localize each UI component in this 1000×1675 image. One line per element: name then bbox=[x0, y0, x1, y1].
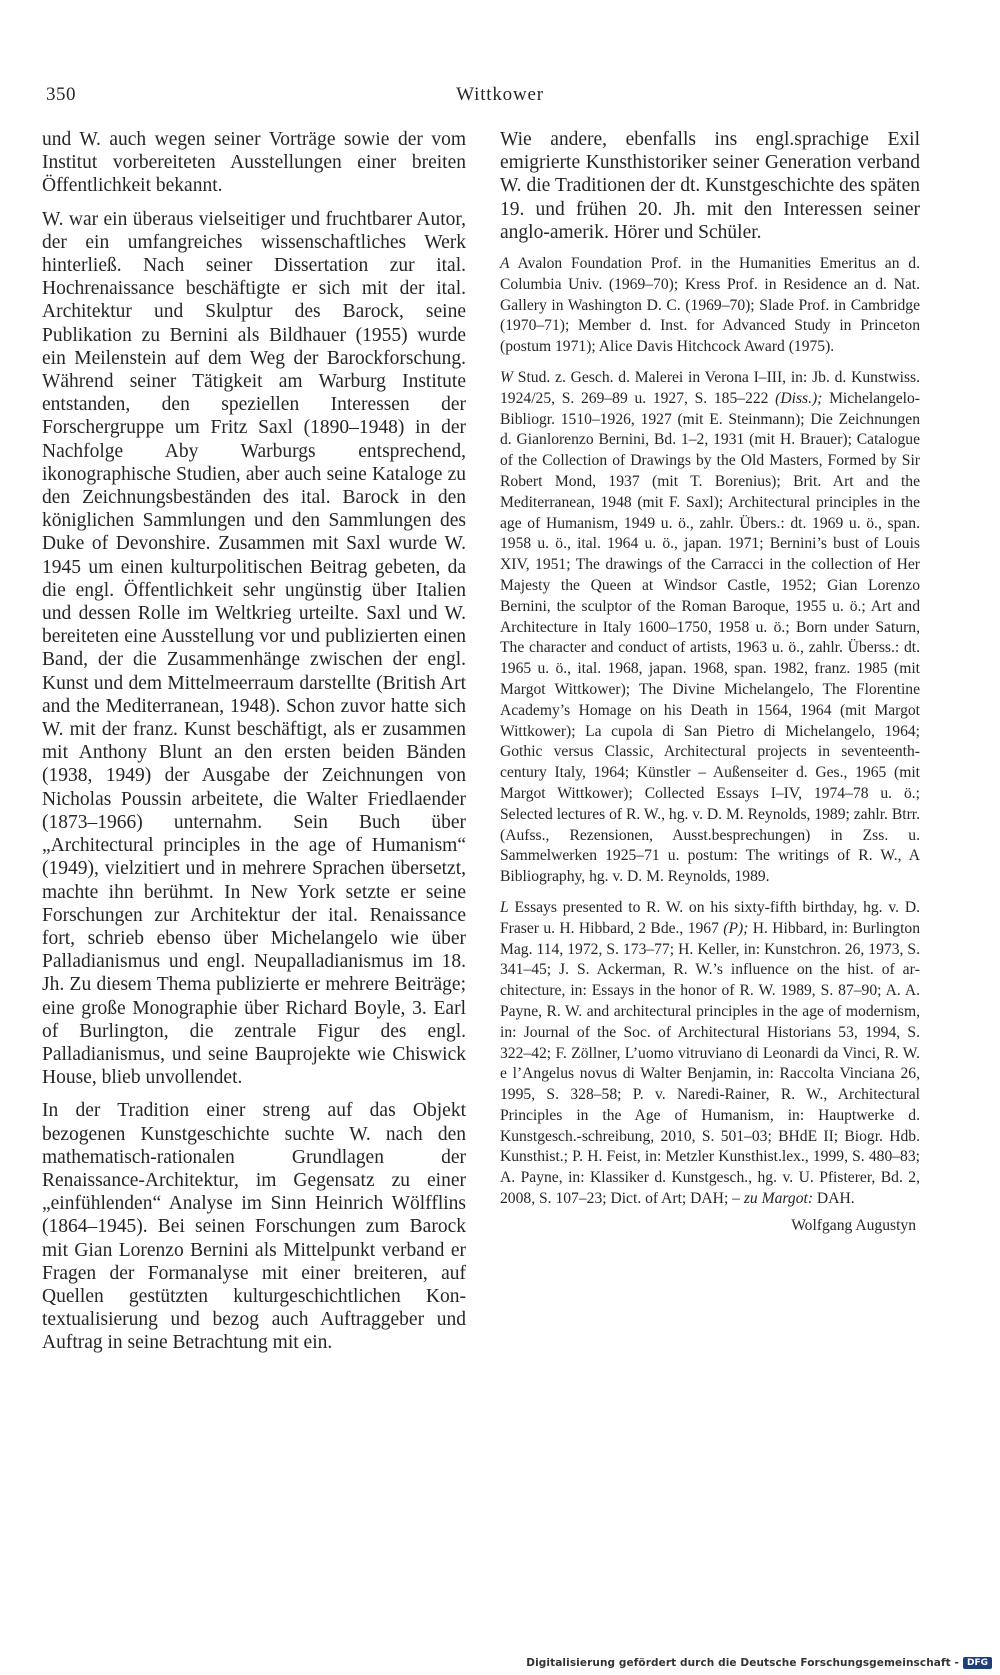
right-column bbox=[500, 128, 920, 1237]
section-italic: (Diss.); bbox=[775, 389, 823, 407]
paragraph: und W. auch wegen seiner Vorträge sowie der vom Institut vorbereiteten Ausstellungen einer breiten Öffentlichkeit bekannt. bbox=[42, 129, 466, 197]
section-text: H. Hibbard, in: Burlington Mag. 114, 1972, S. 173–77; H. Keller, in: Kunstchron. 26, 1973, S. 341–45; J. S. Ackerman, R. W.’s influence on the hist. of architecture, in: Essays in the honor of R. W. 1989, S. 87–90; A. A. Payne, R. W. and architectural principles in the age of modernism, in: Journal of the Soc. of Architectural Historians 53, 1994, S. 322–42; F. Zöllner, L’uomo vitruviano di Leonardi da Vinci, R. W. e l’Angelus novus di Walter Benjamin, in: Raccolta Vinciana 26, 1995, S. 328–58; P. v. Naredi-Rainer, R. W., Architectural Principles in the Age of Humanism, in: Hauptwerke d. Kunstgesch.-schreibung, 2010, S. 501–03; BHdE II; Biogr. Hdb. Kunsthist.; P. H. Feist, in: Metzler Kunsthist.lex., 1999, S. 480–83; A. Payne, in: Klassiker d. Kunstgesch., hg. v. U. Pfisterer, Bd. 2, 2008, S. 107–23; Dict. of Art; DAH; bbox=[500, 919, 920, 1208]
section-italic: (P); bbox=[723, 919, 749, 937]
paragraph: W. war ein überaus vielseitiger und fruchtbarer Autor, der ein umfangreiches wissenschaftliches Werk hinterließ. Nach seiner Dissertation zur ital. Hochrenaissance beschäftigte er sich mit der ital. Architektur und Skulptur des Barock, seine Publikation zu Bernini als Bildhauer (1955) wurde ein Meilenstein auf dem Weg der Barockforschung. Während seiner Tätigkeit am Warburg Institute entstanden, den speziellen Interessen der Forschergruppe um Fritz Saxl (1890–1948) in der Nachfolge Aby Warburgs entsprechend, ikonographische Studien, aber auch seine Kataloge zu den Zeichnungsbeständen des ital. Barock in den königlichen Sammlungen und den Sammlungen des Duke of Devonshire. Zusammen mit Saxl wurde W. 1945 um einen kulturpolitischen Beitrag gebeten, da die engl. Öffentlichkeit sehr ungünstig über Italien und dessen Rolle im Weltkrieg urteilte. Saxl und W. bereiteten eine Ausstellung vor und publizierten einen Band, der die Zusammenhänge zwischen der engl. Kunst und dem Mittelmeerraum darstellte (British Art and the Mediterranean, 1948). Schon zuvor hatte sich W. mit der franz. Kunst beschäftigt, als er zusammen mit Anthony Blunt an den ersten beiden Bänden (1938, 1949) der Ausgabe der Zeichnungen von Nicholas Poussin arbeitete, die Walter Friedlaender (1873–1966) unternahm. Sein Buch über „Architectural principles in the age of Humanism“ (1949), vielzitiert und in mehrere Sprachen übersetzt, machte ihn berühmt. In New York setzte er seine Forschungen zur Architektur der ital. Renaissance fort, schrieb ebenso über Michelangelo wie über Palladianismus und engl. Neupalladianismus im 18. Jh. Zu diesem Thema publizierte er mehrere Beiträge; eine große Monographie über Richard Boyle, 3. Earl of Burlington, die zentrale Figur des engl. Palladianismus, und seine Bauprojekte wie Chiswick House, blieb unvollendet. bbox=[42, 208, 466, 1089]
author-signature: Wolfgang Augustyn bbox=[791, 1216, 916, 1234]
digitization-footer bbox=[526, 1657, 992, 1669]
section-text: Stud. z. Gesch. d. Malerei in Verona I–III, in: Jb. d. Kunstwiss. 1924/25, S. 269–89 u. 1927, S. 185–222 bbox=[500, 369, 920, 407]
page-number: 350 bbox=[46, 84, 76, 105]
dfg-logo-icon: DFG bbox=[963, 1657, 992, 1669]
section-awards bbox=[500, 254, 920, 358]
left-column bbox=[42, 128, 466, 1355]
section-text: Avalon Foundation Prof. in the Humanities Emeritus an d. Columbia Univ. (1969–70); Kress Prof. in Residence an d. Nat. Gallery in Washington D. C. (1969–70); Slade Prof. in Cambridge (1970–71); Member d. Inst. for Advanced Study in Princeton (postum 1971); Alice Davis Hitchcock Award (1975). bbox=[500, 255, 920, 356]
section-text: Essays presented to R. W. on his sixty-fifth birthday, hg. v. D. Fraser u. H. Hibbard, 2 Bde., 1967 bbox=[500, 898, 920, 937]
section-text: Michelangelo-Bibliogr. 1510–1926, 1927 (mit E. Steinmann); Die Zeichnungen d. Gianlorenzo Bernini, Bd. 1–2, 1931 (mit H. Brauer); Catalogue of the Collection of Drawings by the Old Masters, Formed by Sir Robert Mond, 1937 (mit T. Borenius); Brit. Art and the Mediterranean, 1948 (mit F. Saxl); Architectural principles in the age of Humanism, 1949 u. ö., zahlr. Übers.: dt. 1969 u. ö., span. 1958 u. ö., ital. 1964 u. ö., japan. 1971; Bernini’s bust of Louis XIV, 1951; The drawings of the Carracci in the collection of Her Majesty the Queen at Windsor Castle, 1952; Gian Lorenzo Bernini, the sculptor of the Roman Baroque, 1955 u. ö.; Art and Architecture in Italy 1600–1750, 1958 u. ö.; Born under Saturn, The character and conduct of artists, 1963 u. ö., zahlr. Überss.: dt. 1965 u. ö., ital. 1968, japan. 1968, span. 1982, franz. 1985 (mit Margot Wittkower); The Divine Michelangelo, The Florentine Academy’s Homage on his Death in 1564, 1964 (mit Margot Wittkower); La cupola di San Pietro di Michelangelo, 1964; Gothic versus Classic, Architectural projects in seventeenth-century Italy, 1964; Künstler – Außenseiter d. Ges., 1965 (mit Margot Wittkower); Collected Essays I–IV, 1974–78 u. ö.; Selected lectures of R. W., hg. v. D. M. Reynolds, 1989; zahlr. Btrr. (Aufss., Rezensionen, Ausst.besprechungen) in Zss. u. Sammelwerken 1925–71 u. postum: The writings of R. W., A Bibliography, hg. v. D. M. Reynolds, 1989. bbox=[500, 389, 920, 886]
section-letter: W bbox=[500, 369, 513, 386]
paragraph: In der Tradition einer streng auf das Objekt bezogenen Kunstgeschichte suchte W. nach den mathematisch-rationalen Grundlagen der Renaissance-Architektur, im Gegensatz zu einer „einfühlenden“ Analyse im Sinn Heinrich Wölfflins (1864–1945). Bei seinen Forschungen zum Barock mit Gian Lorenzo Bernini als Mittelpunkt verband er Fragen der Formanalyse mit einer breiteren, auf Quellen gestützten kulturgeschichtlichen Kontextualisierung und bezog auch Auftraggeber und Auftrag in seine Betrachtung mit ein. bbox=[42, 1100, 466, 1354]
section-italic: – zu Margot: bbox=[732, 1190, 814, 1208]
section-literature bbox=[500, 898, 920, 1210]
section-letter: L bbox=[500, 898, 509, 916]
section-works bbox=[500, 368, 920, 888]
section-text: DAH. bbox=[813, 1190, 855, 1208]
footer-text: Digitalisierung gefördert durch die Deutsche Forschungsgemeinschaft - bbox=[526, 1657, 959, 1669]
running-head: Wittkower bbox=[456, 84, 544, 105]
paragraph: Wie andere, ebenfalls ins engl.sprachige Exil emigrierte Kunsthistoriker seiner Generation verband W. die Traditionen der dt. Kunstgeschichte des späten 19. und frühen 20. Jh. mit den Interessen seiner anglo-amerik. Hörer und Schüler. bbox=[500, 129, 920, 243]
section-letter: A bbox=[500, 255, 510, 273]
